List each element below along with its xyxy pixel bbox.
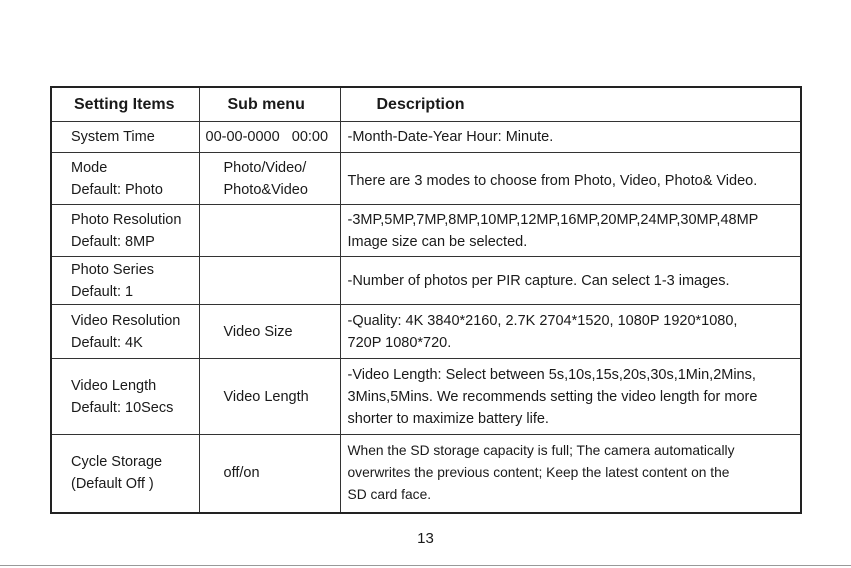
setting-default: Default: Photo <box>71 181 163 198</box>
description-text: -Number of photos per PIR capture. Can select 1-3 images. <box>347 272 730 289</box>
description-cell <box>340 122 801 153</box>
setting-default: Default: 4K <box>71 334 143 351</box>
setting-name: Photo Series <box>71 261 155 278</box>
description-text: -3MP,5MP,7MP,8MP,10MP,12MP,16MP,20MP,24MP,30MP,48MP <box>347 211 759 228</box>
header-setting-items: Setting Items <box>51 87 199 122</box>
setting-default: (Default Off ) <box>71 476 154 493</box>
header-description: Description <box>340 87 801 122</box>
setting-cell <box>51 435 199 513</box>
description-text: 3Mins,5Mins. We recommends setting the video length for more <box>347 388 758 405</box>
setting-cell <box>51 122 199 153</box>
description-text: overwrites the previous content; Keep the latest content on the <box>347 465 730 481</box>
description-text: -Quality: 4K 3840*2160, 2.7K 2704*1520, 1080P 1920*1080, <box>347 312 738 329</box>
submenu-cell <box>199 122 340 153</box>
setting-cell <box>51 257 199 305</box>
description-text: SD card face. <box>347 487 432 503</box>
setting-name: Video Resolution <box>71 312 181 329</box>
table-row <box>51 359 801 435</box>
setting-name: Mode <box>71 159 108 176</box>
settings-table <box>50 86 802 514</box>
description-cell <box>340 359 801 435</box>
table-row <box>51 257 801 305</box>
submenu-value: 00-00-0000 00:00 <box>205 129 329 145</box>
description-cell <box>340 205 801 257</box>
description-text: -Video Length: Select between 5s,10s,15s,20s,30s,1Min,2Mins, <box>347 366 756 383</box>
setting-name: System Time <box>71 129 155 145</box>
setting-default: Default: 10Secs <box>71 399 174 416</box>
submenu-cell <box>199 435 340 513</box>
page-bottom-divider <box>0 565 851 566</box>
submenu-cell <box>199 305 340 359</box>
setting-name: Cycle Storage <box>71 454 163 471</box>
setting-cell <box>51 359 199 435</box>
page-number: 13 <box>417 530 434 547</box>
submenu-cell <box>199 359 340 435</box>
description-text: There are 3 modes to choose from Photo, Video, Photo& Video. <box>347 172 758 189</box>
setting-default: Default: 1 <box>71 283 134 300</box>
table-row <box>51 435 801 513</box>
table-header-row <box>51 87 801 122</box>
table-row <box>51 305 801 359</box>
table-row <box>51 122 801 153</box>
submenu-value: Video Size <box>223 323 293 340</box>
submenu-value: Photo&Video <box>223 181 308 198</box>
setting-default: Default: 8MP <box>71 233 155 250</box>
description-text: -Month-Date-Year Hour: Minute. <box>347 129 554 145</box>
description-cell <box>340 153 801 205</box>
description-text: 720P 1080*720. <box>347 334 452 351</box>
setting-name: Photo Resolution <box>71 211 182 228</box>
description-text: Image size can be selected. <box>347 233 528 250</box>
setting-name: Video Length <box>71 377 157 394</box>
submenu-cell <box>199 257 340 305</box>
table-row <box>51 205 801 257</box>
submenu-cell <box>199 153 340 205</box>
submenu-value: Photo/Video/ <box>223 159 307 176</box>
description-cell <box>340 435 801 513</box>
submenu-value: off/on <box>223 465 260 482</box>
submenu-value: Video Length <box>223 388 309 405</box>
description-cell <box>340 257 801 305</box>
submenu-cell <box>199 205 340 257</box>
header-sub-menu: Sub menu <box>199 87 340 122</box>
description-text: shorter to maximize battery life. <box>347 410 549 427</box>
description-text: When the SD storage capacity is full; The camera automatically <box>347 443 735 459</box>
table-row <box>51 153 801 205</box>
setting-cell <box>51 305 199 359</box>
setting-cell <box>51 205 199 257</box>
setting-cell <box>51 153 199 205</box>
description-cell <box>340 305 801 359</box>
